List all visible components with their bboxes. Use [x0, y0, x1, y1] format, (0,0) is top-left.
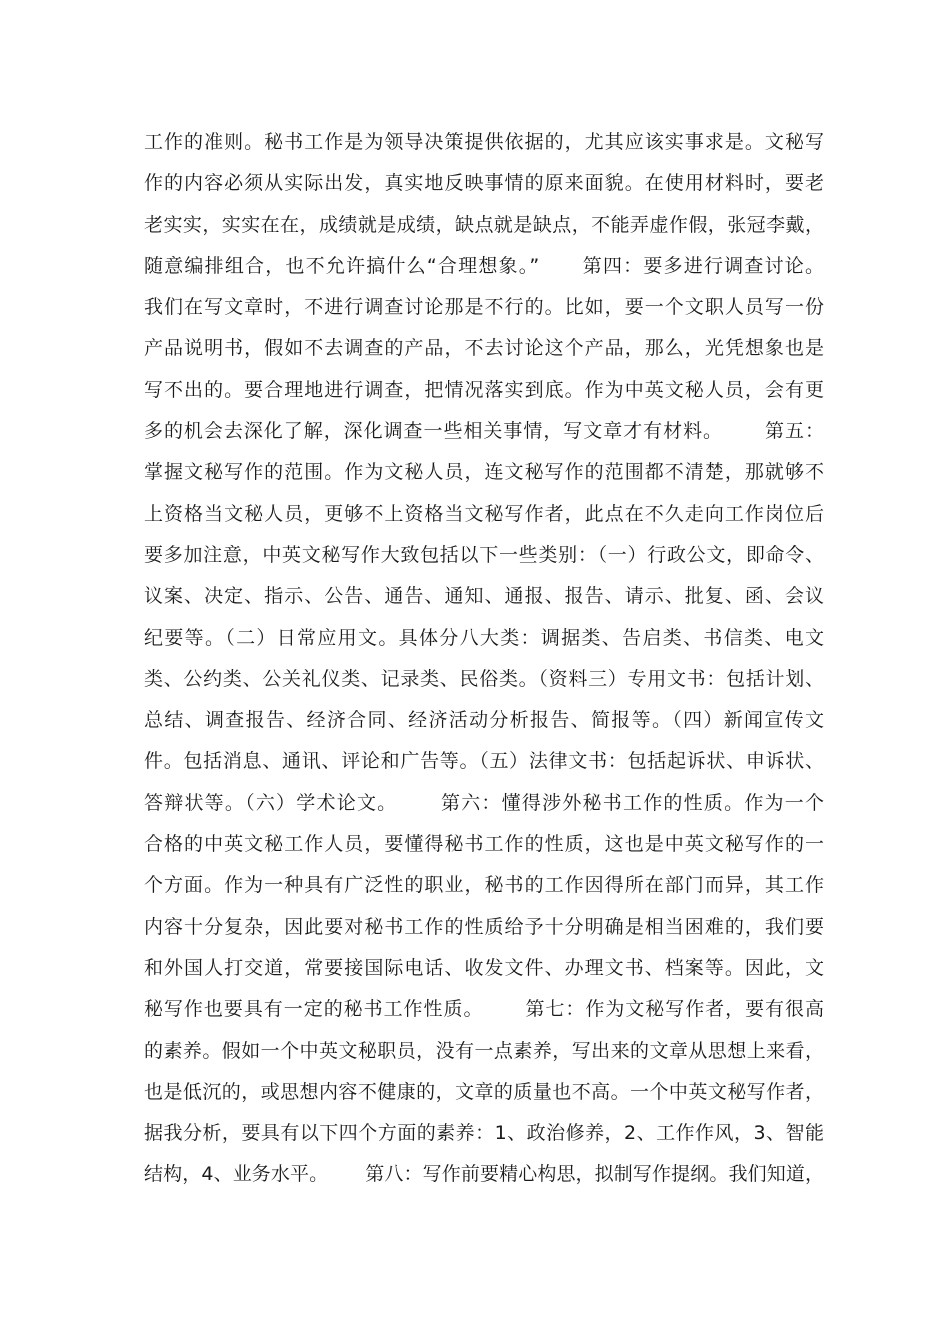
text-line: 随意编排组合，也不允许搞什么“合理想象。” 第四：要多进行调查讨论。	[144, 254, 824, 277]
text-line: 纪要等。（二）日常应用文。具体分八大类：调据类、告启类、书信类、电文	[144, 626, 824, 649]
text-line: 老实实，实实在在，成绩就是成绩，缺点就是缺点，不能弄虚作假，张冠李戴，	[144, 213, 824, 236]
text-line: 内容十分复杂，因此要对秘书工作的性质给予十分明确是相当困难的，我们要	[144, 915, 824, 938]
text-line: 件。包括消息、通讯、评论和广告等。（五）法律文书：包括起诉状、申诉状、	[144, 750, 824, 773]
text-line: 要多加注意，中英文秘写作大致包括以下一些类别：（一）行政公文，即命令、	[144, 543, 824, 566]
text-line: 秘写作也要具有一定的秘书工作性质。 第七：作为文秘写作者，要有很高	[144, 998, 824, 1021]
text-line: 产品说明书，假如不去调查的产品，不去讨论这个产品，那么，光凭想象也是	[144, 337, 824, 360]
text-line: 答辩状等。（六）学术论文。 第六：懂得涉外秘书工作的性质。作为一个	[144, 791, 824, 814]
text-line: 也是低沉的，或思想内容不健康的，文章的质量也不高。一个中英文秘写作者，	[144, 1080, 824, 1103]
text-line: 结构，4、业务水平。 第八：写作前要精心构思，拟制写作提纲。我们知道，	[144, 1163, 824, 1186]
text-line: 作的内容必须从实际出发，真实地反映事情的原来面貌。在使用材料时，要老	[144, 172, 824, 195]
text-line: 合格的中英文秘工作人员，要懂得秘书工作的性质，这也是中英文秘写作的一	[144, 833, 824, 856]
text-line: 掌握文秘写作的范围。作为文秘人员，连文秘写作的范围都不清楚，那就够不	[144, 461, 824, 484]
text-line: 总结、调查报告、经济合同、经济活动分析报告、简报等。（四）新闻宣传文	[144, 709, 824, 732]
text-line: 类、公约类、公关礼仪类、记录类、民俗类。（资料三）专用文书：包括计划、	[144, 667, 824, 690]
text-line: 写不出的。要合理地进行调查，把情况落实到底。作为中英文秘人员，会有更	[144, 378, 824, 401]
text-line: 议案、决定、指示、公告、通告、通知、通报、报告、请示、批复、函、会议	[144, 585, 824, 608]
body-text	[144, 122, 824, 1196]
text-line: 工作的准则。秘书工作是为领导决策提供依据的，尤其应该实事求是。文秘写	[144, 131, 824, 153]
text-line: 据我分析，要具有以下四个方面的素养：1、政治修养，2、工作作风，3、智能	[144, 1122, 824, 1145]
text-line: 上资格当文秘人员，更够不上资格当文秘写作者，此点在不久走向工作岗位后	[144, 502, 824, 525]
text-line: 的素养。假如一个中英文秘职员，没有一点素养，写出来的文章从思想上来看，	[144, 1039, 824, 1062]
text-line: 多的机会去深化了解，深化调查一些相关事情，写文章才有材料。 第五：	[144, 420, 824, 443]
text-line: 个方面。作为一种具有广泛性的职业，秘书的工作因得所在部门而异，其工作	[144, 874, 824, 897]
text-line: 和外国人打交道，常要接国际电话、收发文件、办理文书、档案等。因此，文	[144, 956, 824, 979]
text-line: 我们在写文章时，不进行调查讨论那是不行的。比如，要一个文职人员写一份	[144, 296, 824, 319]
